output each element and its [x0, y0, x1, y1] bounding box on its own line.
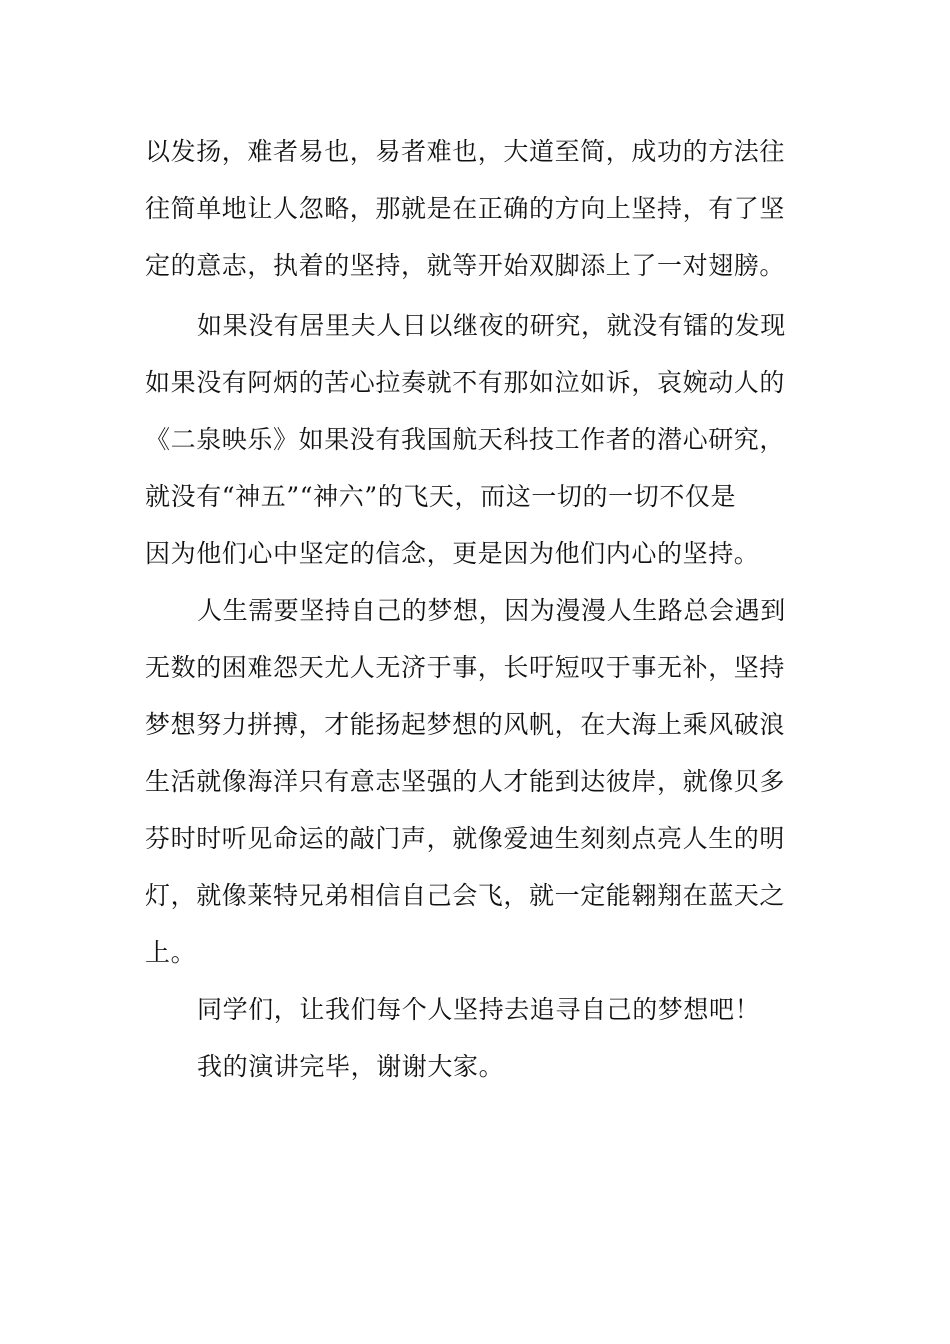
closing-line: 同学们，让我们每个人坚持去追寻自己的梦想吧！ [197, 995, 761, 1024]
text-line: 就没有“神五”“神六”的飞天，而这一切的一切不仅是 [145, 482, 737, 511]
text-line: 芬时时听见命运的敲门声，就像爱迪生刻刻点亮人生的明 [145, 824, 786, 853]
text-line: 以发扬，难者易也，易者难也，大道至简，成功的方法往 [145, 137, 786, 166]
text-line: 无数的困难怨天尤人无济于事，长吁短叹于事无补，坚持 [145, 653, 786, 682]
text-line: 往简单地让人忽略，那就是在正确的方向上坚持，有了坚 [145, 194, 786, 223]
text-line: 《二泉映乐》如果没有我国航天科技工作者的潜心研究， [145, 425, 786, 454]
text-line: 灯，就像莱特兄弟相信自己会飞，就一定能翱翔在蓝天之 [145, 881, 786, 910]
text-line: 生活就像海洋只有意志坚强的人才能到达彼岸，就像贝多 [145, 767, 786, 796]
paragraph-first-line: 如果没有居里夫人日以继夜的研究，就没有镭的发现 [197, 311, 786, 340]
closing-line: 我的演讲完毕，谢谢大家。 [197, 1052, 505, 1081]
text-line: 因为他们心中坚定的信念，更是因为他们内心的坚持。 [145, 539, 760, 568]
text-line: 定的意志，执着的坚持，就等开始双脚添上了一对翅膀。 [145, 251, 786, 280]
text-line: 上。 [145, 938, 197, 967]
paragraph-first-line: 人生需要坚持自己的梦想，因为漫漫人生路总会遇到 [197, 596, 786, 625]
text-line: 梦想努力拼搏，才能扬起梦想的风帆，在大海上乘风破浪 [145, 710, 786, 739]
text-line: 如果没有阿炳的苦心拉奏就不有那如泣如诉，哀婉动人的 [145, 368, 786, 397]
